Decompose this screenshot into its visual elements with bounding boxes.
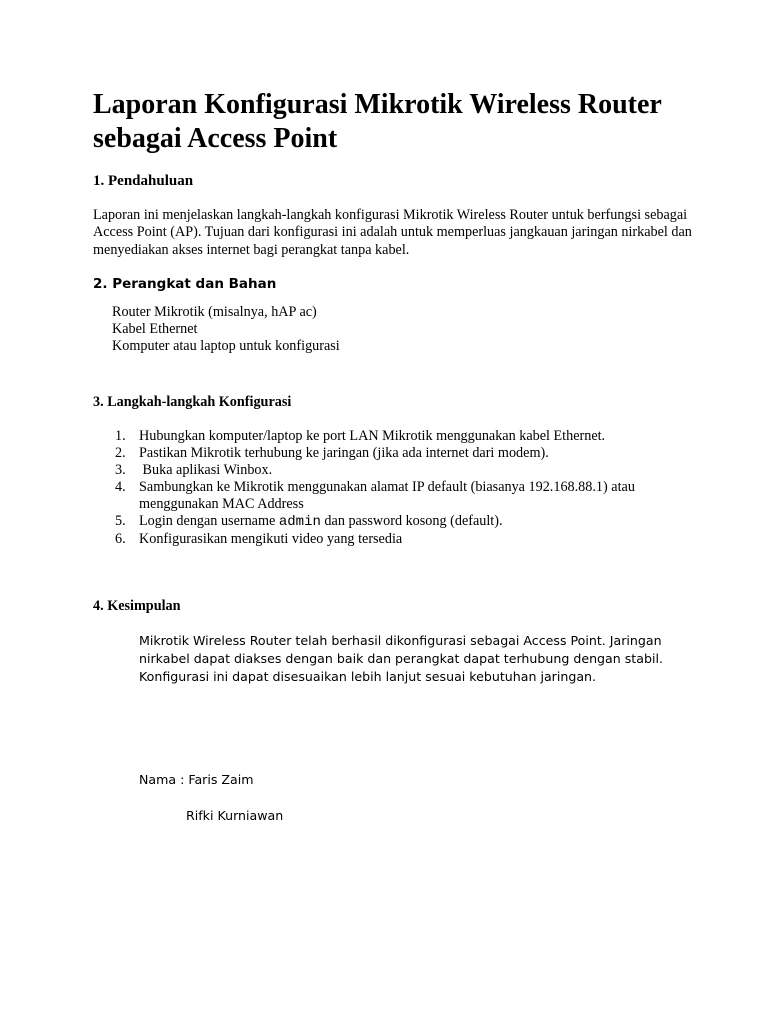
signature-name-1: Nama : Faris Zaim <box>139 772 254 787</box>
list-item <box>112 428 672 445</box>
conclusion-paragraph: Mikrotik Wireless Router telah berhasil dikonfigurasi sebagai Access Point. Jaringan nirkabel dapat diakses dengan baik dan perangkat dapat terhubung dengan stabil. Konfigurasi ini dapat disesuaikan lebih lanjut sesuai kebutuhan jaringan. <box>139 633 663 684</box>
document-title: Laporan Konfigurasi Mikrotik Wireless Router sebagai Access Point <box>93 89 662 154</box>
intro-paragraph: Laporan ini menjelaskan langkah-langkah konfigurasi Mikrotik Wireless Router untuk berfungsi sebagai Access Point (AP). Tujuan dari konfigurasi ini adalah untuk memperluas jangkauan jaringan nirkabel dan menyediakan akses internet bagi perangkat tanpa kabel. <box>93 207 692 258</box>
list-item-text: Hubungkan komputer/laptop ke port LAN Mikrotik menggunakan kabel Ethernet. <box>139 428 606 444</box>
list-number: 2. <box>115 445 126 461</box>
section-heading-steps: 3. Langkah-langkah Konfigurasi <box>93 394 292 410</box>
list-item-text-post: dan password kosong (default). <box>320 513 503 529</box>
list-number: 4. <box>115 479 126 495</box>
list-item-text: Pastikan Mikrotik terhubung ke jaringan (jika ada internet dari modem). <box>139 445 549 461</box>
equipment-list <box>112 304 340 355</box>
list-item <box>112 445 672 462</box>
list-item <box>112 531 672 548</box>
signature-name-2: Rifki Kurniawan <box>186 808 284 823</box>
list-number: 5. <box>115 513 126 529</box>
list-item: Komputer atau laptop untuk konfigurasi <box>112 338 340 354</box>
list-item <box>112 479 672 513</box>
list-number: 6. <box>115 531 126 547</box>
list-item <box>112 462 672 479</box>
list-item <box>112 513 672 531</box>
list-item-text: Konfigurasikan mengikuti video yang tersedia <box>139 531 403 547</box>
username-code: admin <box>278 514 321 530</box>
list-item-text: Sambungkan ke Mikrotik menggunakan alamat IP default (biasanya 192.168.88.1) atau menggunakan MAC Address <box>139 479 635 512</box>
list-item: Kabel Ethernet <box>112 321 198 337</box>
list-number: 3. <box>115 462 126 478</box>
list-number: 1. <box>115 428 126 444</box>
steps-list <box>112 428 672 548</box>
list-item-text: Buka aplikasi Winbox. <box>139 462 273 478</box>
section-heading-conclusion: 4. Kesimpulan <box>93 598 181 614</box>
section-heading-intro: 1. Pendahuluan <box>93 173 194 189</box>
list-item-text-pre: Login dengan username <box>139 513 279 529</box>
section-heading-equipment: 2. Perangkat dan Bahan <box>93 276 277 292</box>
list-item: Router Mikrotik (misalnya, hAP ac) <box>112 304 317 320</box>
